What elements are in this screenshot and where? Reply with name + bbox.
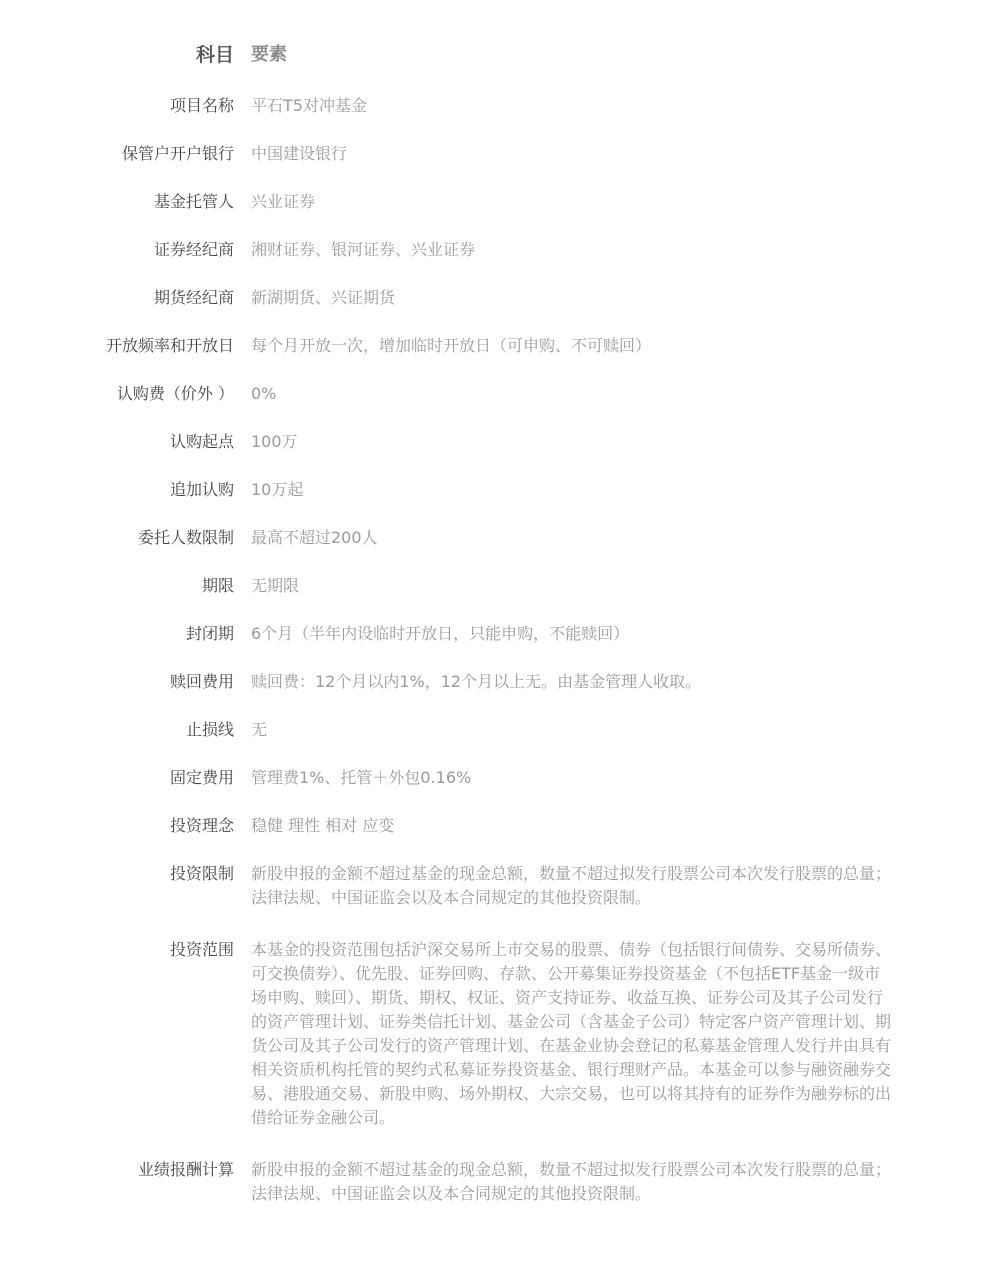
row-value: 无期限 bbox=[251, 576, 300, 595]
row-label: 封闭期 bbox=[185, 624, 234, 643]
table-row bbox=[0, 382, 1000, 406]
table-row bbox=[0, 862, 1000, 910]
row-value: 湘财证券、银河证券、兴业证券 bbox=[251, 240, 476, 259]
table-row bbox=[0, 94, 1000, 118]
header-subject: 科目 bbox=[195, 44, 234, 66]
row-value: 新股申报的金额不超过基金的现金总额，数量不超过拟发行股票公司本次发行股票的总量；法律法规、中国证监会以及本合同规定的其他投资限制。 bbox=[251, 1160, 892, 1203]
table-row bbox=[0, 1158, 1000, 1206]
row-label: 止损线 bbox=[185, 720, 234, 739]
row-value: 兴业证券 bbox=[251, 192, 316, 211]
row-value: 6个月（半年内设临时开放日，只能申购，不能赎回） bbox=[251, 624, 630, 643]
row-value: 新股申报的金额不超过基金的现金总额，数量不超过拟发行股票公司本次发行股票的总量；法律法规、中国证监会以及本合同规定的其他投资限制。 bbox=[251, 864, 892, 907]
table-row bbox=[0, 238, 1000, 262]
row-value: 0% bbox=[251, 384, 277, 403]
table-row bbox=[0, 718, 1000, 742]
table-row bbox=[0, 574, 1000, 598]
row-value: 中国建设银行 bbox=[251, 144, 348, 163]
row-value: 本基金的投资范围包括沪深交易所上市交易的股票、债券（包括银行间债券、交易所债券、可交换债券）、优先股、证券回购、存款、公开募集证券投资基金（不包括ETF基金一级市场申购、赎回）、期货、期权、权证、资产支持证券、收益互换、证券公司及其子公司发行的资产管理计划、证券类信托计划、基金公司（含基金子公司）特定客户资产管理计划、期货公司及其子公司发行的资产管理计划、在基金业协会登记的私募基金管理人发行并由具有相关资质机构托管的契约式私募证券投资基金、银行理财产品。本基金可以参与融资融券交易、港股通交易、新股申购、场外期权、大宗交易，也可以将其持有的证券作为融券标的出借给证券金融公司。 bbox=[251, 940, 892, 1127]
table-row bbox=[0, 766, 1000, 790]
row-label: 投资范围 bbox=[169, 940, 234, 959]
row-value: 最高不超过200人 bbox=[251, 528, 378, 547]
row-label: 期限 bbox=[201, 576, 234, 595]
table-row bbox=[0, 430, 1000, 454]
table-row bbox=[0, 142, 1000, 166]
table-row bbox=[0, 526, 1000, 550]
row-label: 认购起点 bbox=[169, 432, 234, 451]
row-label: 赎回费用 bbox=[169, 672, 234, 691]
row-label: 项目名称 bbox=[169, 96, 234, 115]
table-header bbox=[0, 38, 1000, 72]
row-value: 100万 bbox=[251, 432, 298, 451]
header-element: 要素 bbox=[251, 44, 287, 65]
row-value: 赎回费：12个月以内1%，12个月以上无。由基金管理人收取。 bbox=[251, 672, 702, 691]
row-label: 证券经纪商 bbox=[153, 240, 234, 259]
table-row bbox=[0, 334, 1000, 358]
row-label: 固定费用 bbox=[169, 768, 234, 787]
row-value: 10万起 bbox=[251, 480, 304, 499]
row-label: 业绩报酬计算 bbox=[137, 1160, 234, 1179]
table-row bbox=[0, 286, 1000, 310]
row-value: 无 bbox=[251, 720, 268, 739]
table-row bbox=[0, 478, 1000, 502]
row-label: 投资限制 bbox=[169, 864, 234, 883]
row-value: 稳健 理性 相对 应变 bbox=[251, 816, 395, 835]
row-label: 认购费（价外 ） bbox=[116, 384, 234, 403]
row-label: 基金托管人 bbox=[153, 192, 234, 211]
row-label: 委托人数限制 bbox=[137, 528, 234, 547]
table-row bbox=[0, 938, 1000, 1130]
row-label: 追加认购 bbox=[169, 480, 234, 499]
row-label: 期货经纪商 bbox=[153, 288, 234, 307]
row-value: 每个月开放一次，增加临时开放日（可申购、不可赎回） bbox=[251, 336, 652, 355]
table-row bbox=[0, 622, 1000, 646]
row-value: 管理费1%、托管＋外包0.16% bbox=[251, 768, 472, 787]
row-label: 保管户开户银行 bbox=[121, 144, 234, 163]
row-label: 开放频率和开放日 bbox=[105, 336, 234, 355]
table-row bbox=[0, 190, 1000, 214]
row-value: 新湖期货、兴证期货 bbox=[251, 288, 396, 307]
table-row bbox=[0, 814, 1000, 838]
row-label: 投资理念 bbox=[169, 816, 234, 835]
row-value: 平石T5对冲基金 bbox=[251, 96, 367, 115]
table-row bbox=[0, 670, 1000, 694]
